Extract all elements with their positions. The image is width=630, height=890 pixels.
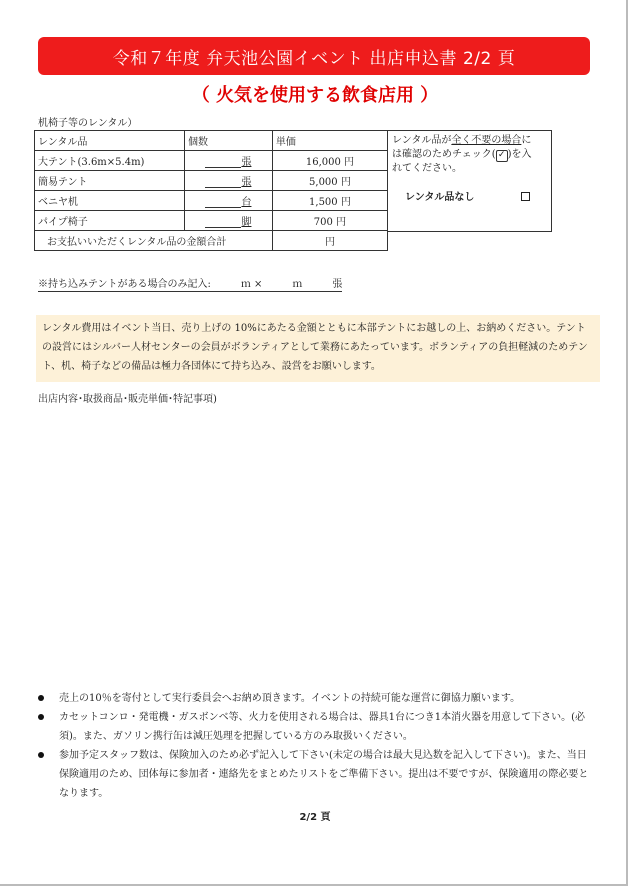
total-unit: 円 <box>324 237 335 248</box>
quantity-blank[interactable] <box>205 216 241 228</box>
quantity-unit: 張 <box>241 177 252 188</box>
notes-list <box>38 689 596 803</box>
item-name: ベニヤ机 <box>35 191 185 211</box>
total-label: お支払いいただくレンタル品の金額合計 <box>35 231 273 251</box>
item-price: 5,000 円 <box>272 171 387 191</box>
no-rental-checkbox[interactable] <box>521 192 530 201</box>
no-rental-box <box>387 130 552 232</box>
column-header-price: 単価 <box>272 131 387 151</box>
item-name: 簡易テント <box>35 171 185 191</box>
quantity-blank[interactable] <box>205 156 241 168</box>
rental-caption: 机椅子等のレンタル） <box>38 118 138 129</box>
instruction-text: レンタル品が <box>392 135 452 146</box>
quantity-field[interactable] <box>185 211 273 231</box>
bullet-icon <box>38 714 44 720</box>
page-title: 令和７年度 弁天池公園イベント 出店申込書 2/2 頁 <box>38 37 590 75</box>
no-rental-label: レンタル品なし <box>405 192 475 203</box>
item-name: 大テント(3.6m×5.4m) <box>35 151 185 171</box>
list-item <box>38 689 596 708</box>
no-rental-instructions <box>392 134 547 176</box>
item-price: 700 円 <box>272 211 387 231</box>
column-header-quantity: 個数 <box>185 131 273 151</box>
quantity-field[interactable] <box>185 151 273 171</box>
page-number: 2/2 頁 <box>299 812 331 823</box>
note-text: 売上の10％を寄付として実行委員会へお納め頂きます。イベントの持続可能な運営に御協力願います。 <box>59 693 521 704</box>
table-row <box>35 211 388 231</box>
instruction-text: は確認のためチェック( <box>392 149 496 160</box>
no-rental-option <box>405 191 530 205</box>
instruction-text: )を入 <box>507 149 532 160</box>
quantity-field[interactable] <box>185 191 273 211</box>
note-text: カセットコンロ・発電機・ガスボンベ等、火力を使用される場合は、器具1台につき1本消火器を用意して下さい。(必須)。また、ガソリン携行缶は減圧処理を把握している方のみ取扱いください。 <box>59 712 586 742</box>
quantity-field[interactable] <box>185 171 273 191</box>
item-price: 16,000 円 <box>272 151 387 171</box>
table-row <box>35 171 388 191</box>
quantity-unit: 張 <box>241 157 252 168</box>
quantity-unit: 脚 <box>241 217 252 228</box>
list-item <box>38 708 596 746</box>
total-row <box>35 231 388 251</box>
instruction-emphasis: 全く不要の場合 <box>451 135 522 146</box>
quantity-blank[interactable] <box>205 196 241 208</box>
item-price: 1,500 円 <box>272 191 387 211</box>
instruction-text: れてください。 <box>392 163 462 174</box>
bullet-icon <box>38 752 44 758</box>
page-subtitle: （ 火気を使用する飲食店用 ） <box>191 85 439 106</box>
table-row <box>35 191 388 211</box>
own-tent-note[interactable]: ※持ち込みテントがある場合のみ記入: ｍ × ｍ 張 <box>38 275 342 292</box>
quantity-blank[interactable] <box>205 176 241 188</box>
rental-table <box>34 130 388 251</box>
content-entry-area[interactable] <box>38 408 594 678</box>
content-caption: 出店内容･取扱商品･販売単価･特記事項) <box>38 394 217 405</box>
bullet-icon <box>38 695 44 701</box>
list-item <box>38 746 596 803</box>
rental-notice: レンタル費用はイベント当日、売り上げの 10%にあたる金額とともに本部テントにお越しの上、お納めください。テントの設営にはシルバー人材センターの会員がボランティアとして業務にあたっています。ボランティアの負担軽減のためテント、机、椅子などの備品は極力各団体にて持ち込み、設営をお願いします。 <box>36 315 600 382</box>
check-mark-icon: ✓ <box>496 150 508 162</box>
item-name: パイプ椅子 <box>35 211 185 231</box>
instruction-text: に <box>521 135 532 146</box>
rental-header-row <box>35 131 388 151</box>
total-amount-field[interactable] <box>272 231 387 251</box>
column-header-item: レンタル品 <box>35 131 185 151</box>
note-text: 参加予定スタッフ数は、保険加入のため必ず記入して下さい(未定の場合は最大見込数を記入して下さい)。また、当日保険適用のため、団体毎に参加者・連絡先をまとめたリストをご準備下さい。提出は不要ですが、保険適用の際必要となります。 <box>59 750 589 799</box>
quantity-unit: 台 <box>241 197 252 208</box>
table-row <box>35 151 388 171</box>
